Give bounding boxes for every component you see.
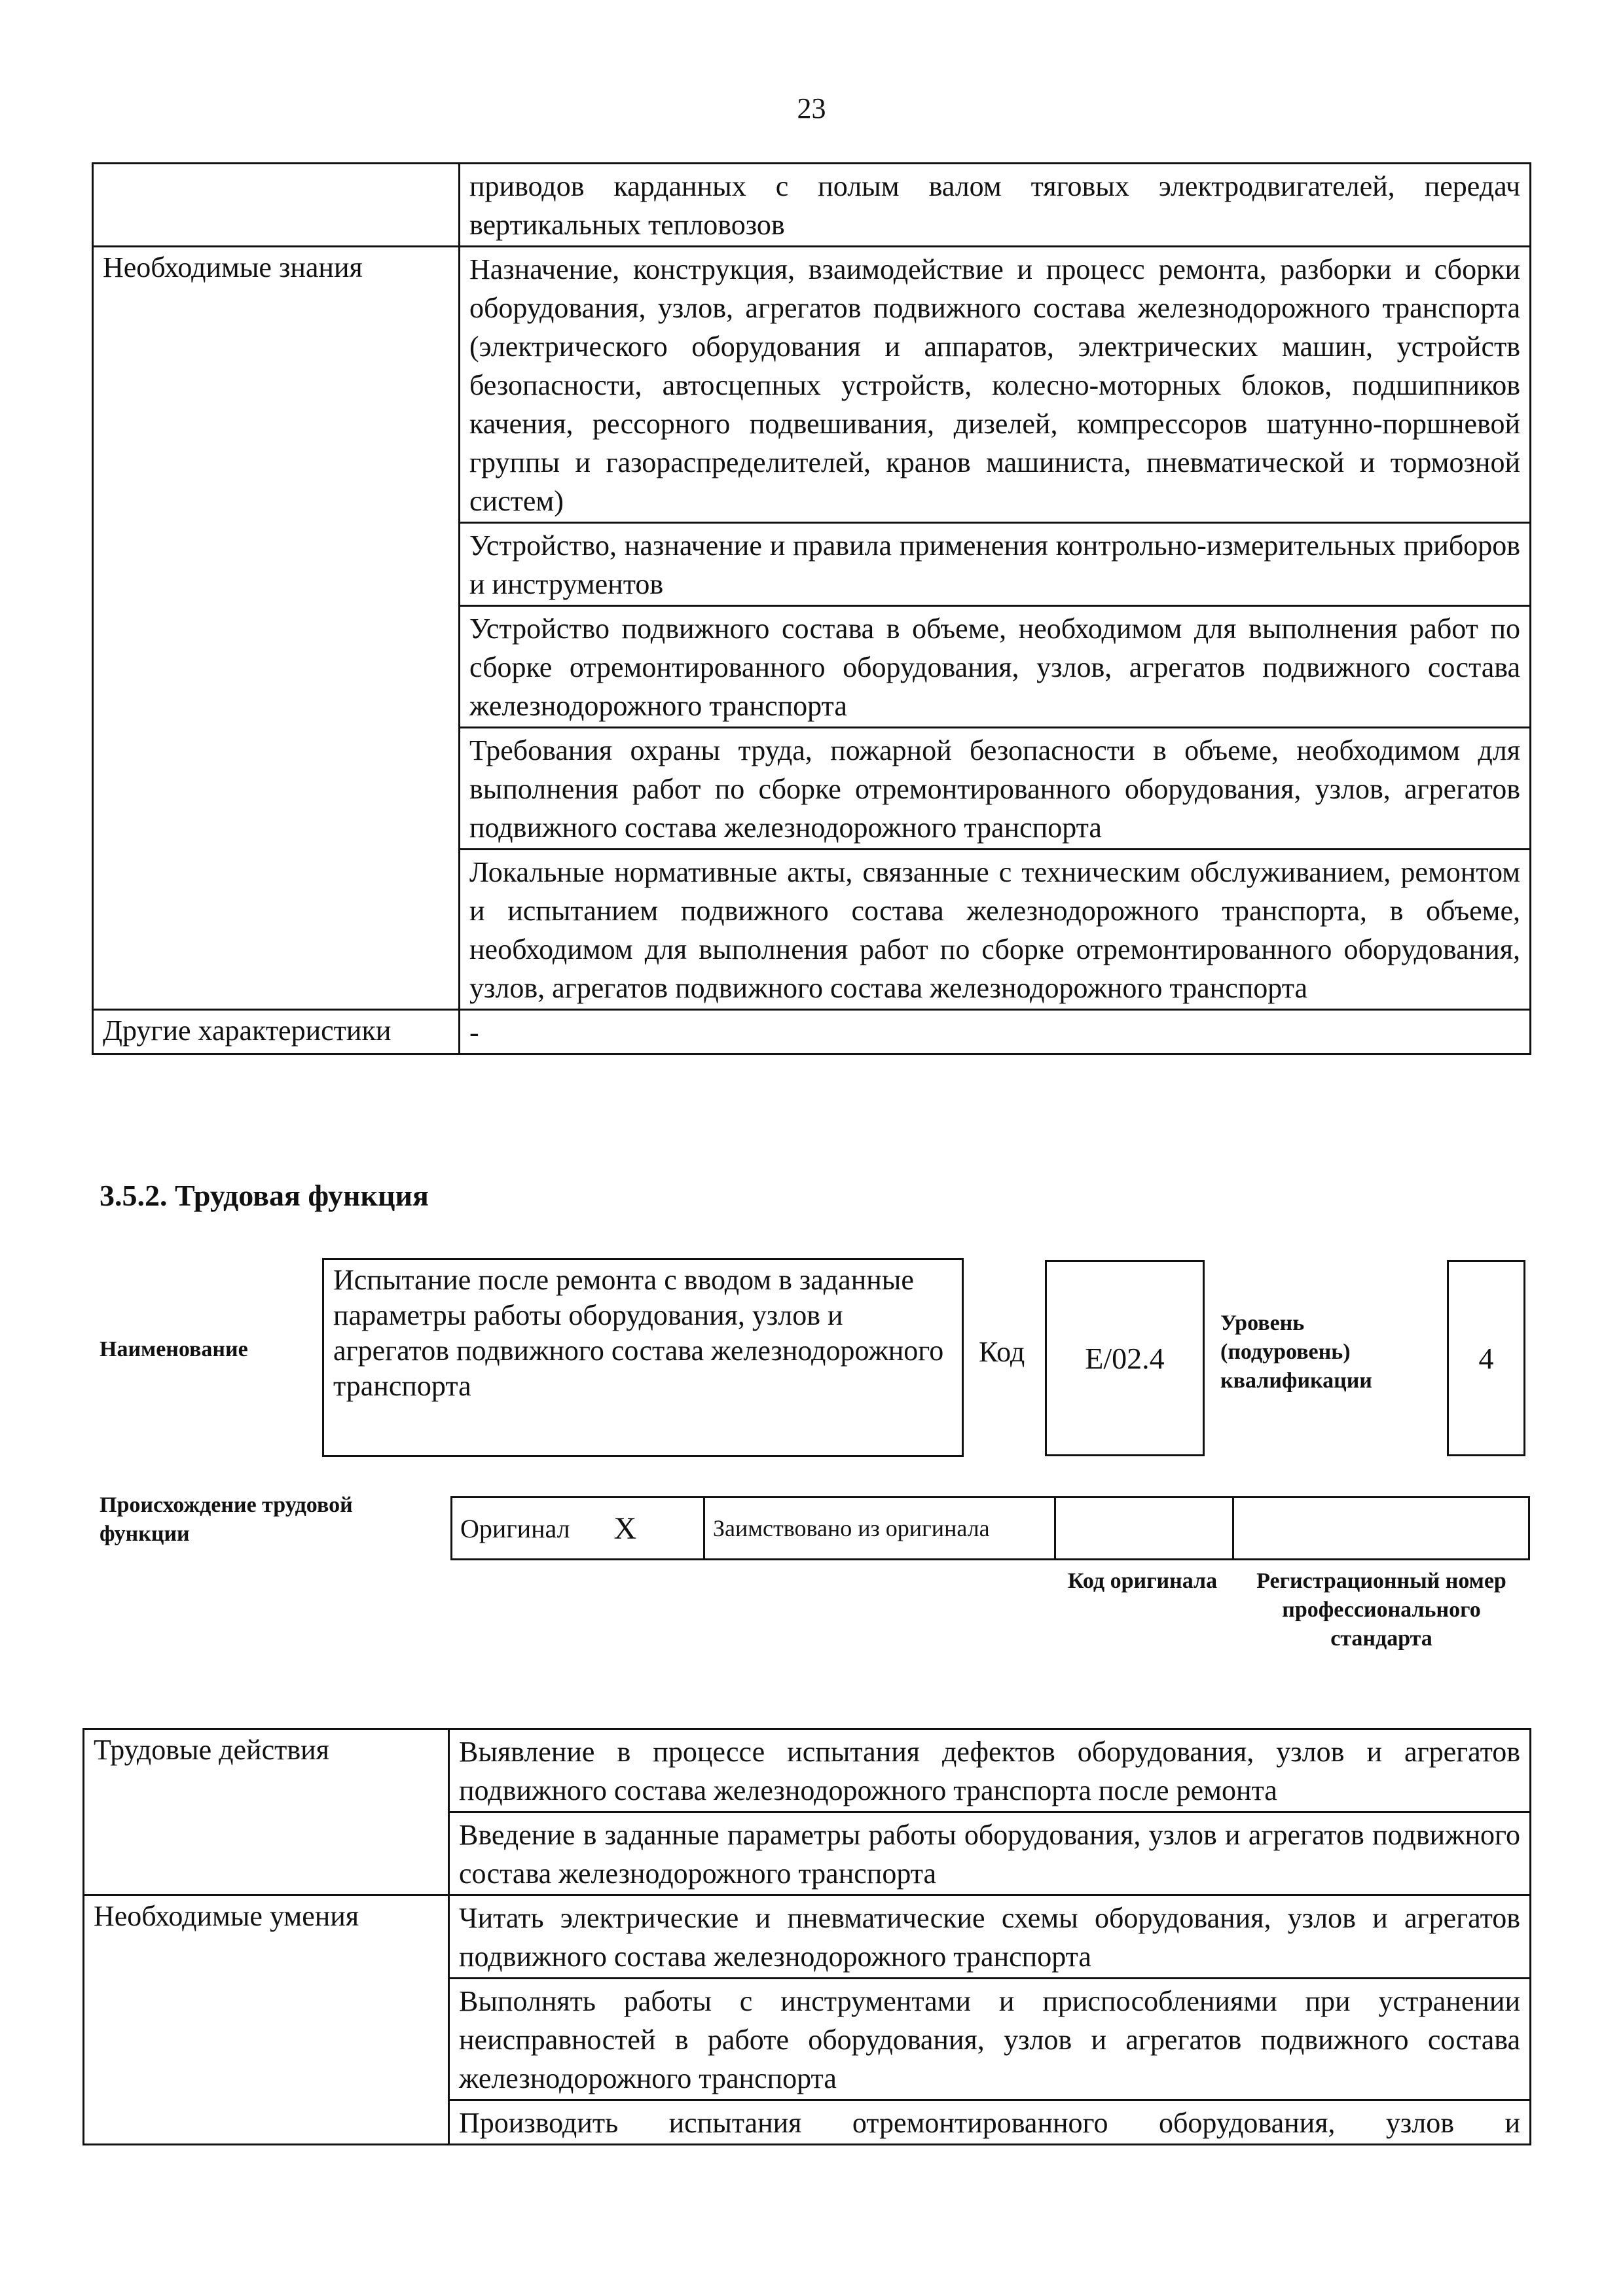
original-mark: X [606, 1498, 704, 1560]
table-cell: - [460, 1010, 1531, 1054]
table-row [93, 1010, 1531, 1054]
table-cell: Требования охраны труда, пожарной безопасности в объеме, необходимом для выполнения работ по сборке отремонтированного оборудования, узлов, агрегатов подвижного состава железнодорожного транспорта [460, 728, 1531, 850]
origin-table [450, 1496, 1530, 1560]
table-cell: Устройство подвижного состава в объеме, необходимом для выполнения работ по сборке отремонтированного оборудования, узлов, агрегатов подвижного состава железнодорожного транспорта [460, 606, 1531, 728]
table-row [93, 164, 1531, 247]
row-label-actions: Трудовые действия [84, 1729, 449, 1895]
actions-table [82, 1728, 1531, 2145]
table-row [84, 1895, 1531, 1979]
function-name-box: Испытание после ремонта с вводом в заданные параметры работы оборудования, узлов и агрегатов подвижного состава железнодорожного транспорта [322, 1258, 964, 1457]
level-value-box: 4 [1447, 1260, 1525, 1456]
original-label: Оригинал [452, 1498, 606, 1560]
reg-number-cell [1233, 1498, 1529, 1560]
table-row [93, 247, 1531, 523]
table-cell: Читать электрические и пневматические схемы оборудования, узлов и агрегатов подвижного состава железнодорожного транспорта [449, 1895, 1531, 1979]
section-title: 3.5.2. Трудовая функция [100, 1179, 429, 1212]
table-cell: Введение в заданные параметры работы оборудования, узлов и агрегатов подвижного состава железнодорожного транспорта [449, 1812, 1531, 1895]
row-label-knowledge: Необходимые знания [93, 247, 460, 1010]
reg-number-caption: Регистрационный номер профессионального стандарта [1256, 1569, 1506, 1651]
table-cell: Локальные нормативные акты, связанные с техническим обслуживанием, ремонтом и испытанием подвижного состава железнодорожного транспорта, в объеме, необходимом для выполнения работ по сборке отремонтированного оборудования, узлов, агрегатов подвижного состава железнодорожного транспорта [460, 850, 1531, 1010]
row-label [93, 164, 460, 247]
level-label: Уровень (подуровень) квалификации [1220, 1311, 1372, 1393]
table-cell: Выявление в процессе испытания дефектов оборудования, узлов и агрегатов подвижного состава железнодорожного транспорта после ремонта [449, 1729, 1531, 1812]
knowledge-table [92, 162, 1531, 1055]
row-label-skills: Необходимые умения [84, 1895, 449, 2145]
code-value-box: E/02.4 [1045, 1260, 1205, 1456]
page-number: 23 [797, 92, 826, 124]
name-label: Наименование [100, 1337, 248, 1361]
table-cell: Производить испытания отремонтированного оборудования, узлов и [449, 2100, 1531, 2145]
code-original-cell [1055, 1498, 1233, 1560]
table-row [84, 1729, 1531, 1812]
table-cell: Выполнять работы с инструментами и приспособлениями при устранении неисправностей в работе оборудования, узлов и агрегатов подвижного состава железнодорожного транспорта [449, 1979, 1531, 2100]
code-original-caption: Код оригинала [1067, 1569, 1218, 1593]
code-label: Код [979, 1336, 1025, 1368]
borrowed-label: Заимствовано из оригинала [704, 1498, 1055, 1560]
table-cell: приводов карданных с полым валом тяговых электродвигателей, передач вертикальных тепловозов [460, 164, 1531, 247]
table-cell: Назначение, конструкция, взаимодействие и процесс ремонта, разборки и сборки оборудования, узлов, агрегатов подвижного состава железнодорожного транспорта (электрического оборудования и аппаратов, электрических машин, устройств безопасности, автосцепных устройств, колесно-моторных блоков, подшипников качения, рессорного подвешивания, дизелей, компрессоров шатунно-поршневой группы и газораспределителей, кранов машиниста, пневматической и тормозной систем) [460, 247, 1531, 523]
table-cell: Устройство, назначение и правила применения контрольно-измерительных приборов и инструментов [460, 523, 1531, 606]
origin-label: Происхождение трудовой функции [100, 1493, 353, 1546]
row-label-other: Другие характеристики [93, 1010, 460, 1054]
